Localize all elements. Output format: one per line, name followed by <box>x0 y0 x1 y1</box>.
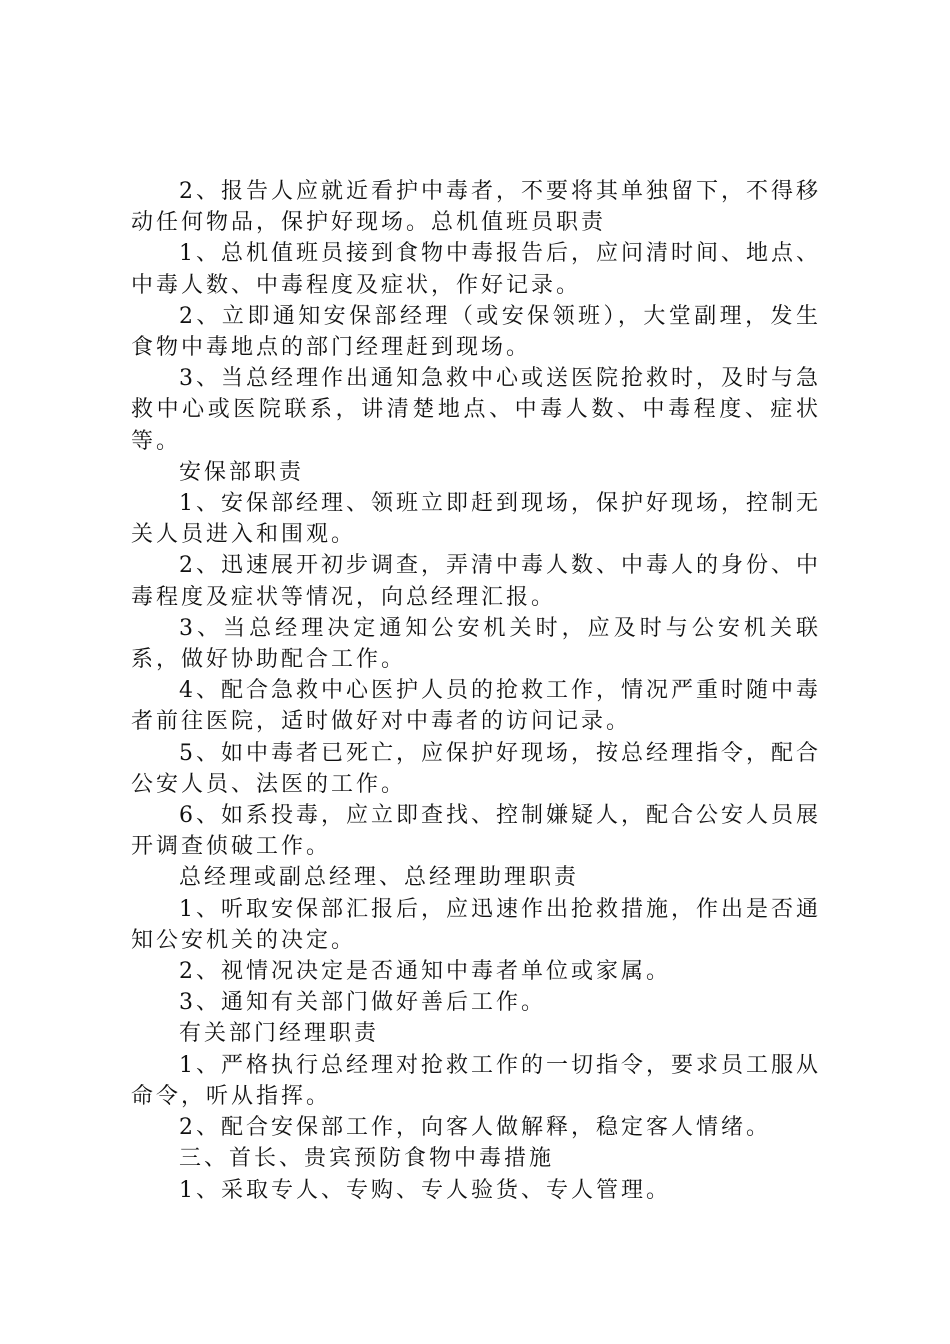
section-heading: 三、首长、贵宾预防食物中毒措施 <box>179 1146 555 1172</box>
section-heading: 总经理或副总经理、总经理助理职责 <box>179 865 580 891</box>
paragraph: 5、如中毒者已死亡，应保护好现场，按总经理指令，配合公安人员、法医的工作。 <box>131 740 821 797</box>
paragraph: 4、配合急救中心医护人员的抢救工作，情况严重时随中毒者前往医院，适时做好对中毒者的访问记录。 <box>131 678 821 735</box>
paragraph: 6、如系投毒，应立即查找、控制嫌疑人，配合公安人员展开调查侦破工作。 <box>131 803 821 860</box>
paragraph: 2、配合安保部工作，向客人做解释，稳定客人情绪。 <box>179 1115 771 1141</box>
paragraph: 2、报告人应就近看护中毒者，不要将其单独留下，不得移动任何物品，保护好现场。总机值班员职责 <box>131 179 821 236</box>
paragraph: 1、采取专人、专购、专人验货、专人管理。 <box>179 1177 671 1203</box>
paragraph: 3、通知有关部门做好善后工作。 <box>179 990 546 1016</box>
paragraph: 2、迅速展开初步调查，弄清中毒人数、中毒人的身份、中毒程度及症状等情况，向总经理汇报。 <box>131 553 821 610</box>
paragraph: 1、严格执行总经理对抢救工作的一切指令，要求员工服从命令，听从指挥。 <box>131 1052 821 1109</box>
section-heading: 有关部门经理职责 <box>179 1021 380 1047</box>
paragraph: 1、总机值班员接到食物中毒报告后，应问清时间、地点、中毒人数、中毒程度及症状，作好记录。 <box>131 241 821 298</box>
paragraph: 3、当总经理作出通知急救中心或送医院抢救时，及时与急救中心或医院联系，讲清楚地点、中毒人数、中毒程度、症状等。 <box>131 366 821 454</box>
document-body <box>131 176 821 1206</box>
section-heading: 安保部职责 <box>179 459 305 485</box>
paragraph: 2、视情况决定是否通知中毒者单位或家属。 <box>179 959 671 985</box>
paragraph: 1、安保部经理、领班立即赶到现场，保护好现场，控制无关人员进入和围观。 <box>131 491 821 548</box>
paragraph: 2、立即通知安保部经理（或安保领班），大堂副理，发生食物中毒地点的部门经理赶到现场。 <box>131 303 821 361</box>
paragraph: 3、当总经理决定通知公安机关时，应及时与公安机关联系，做好协助配合工作。 <box>131 615 821 673</box>
paragraph: 1、听取安保部汇报后，应迅速作出抢救措施，作出是否通知公安机关的决定。 <box>131 896 821 953</box>
